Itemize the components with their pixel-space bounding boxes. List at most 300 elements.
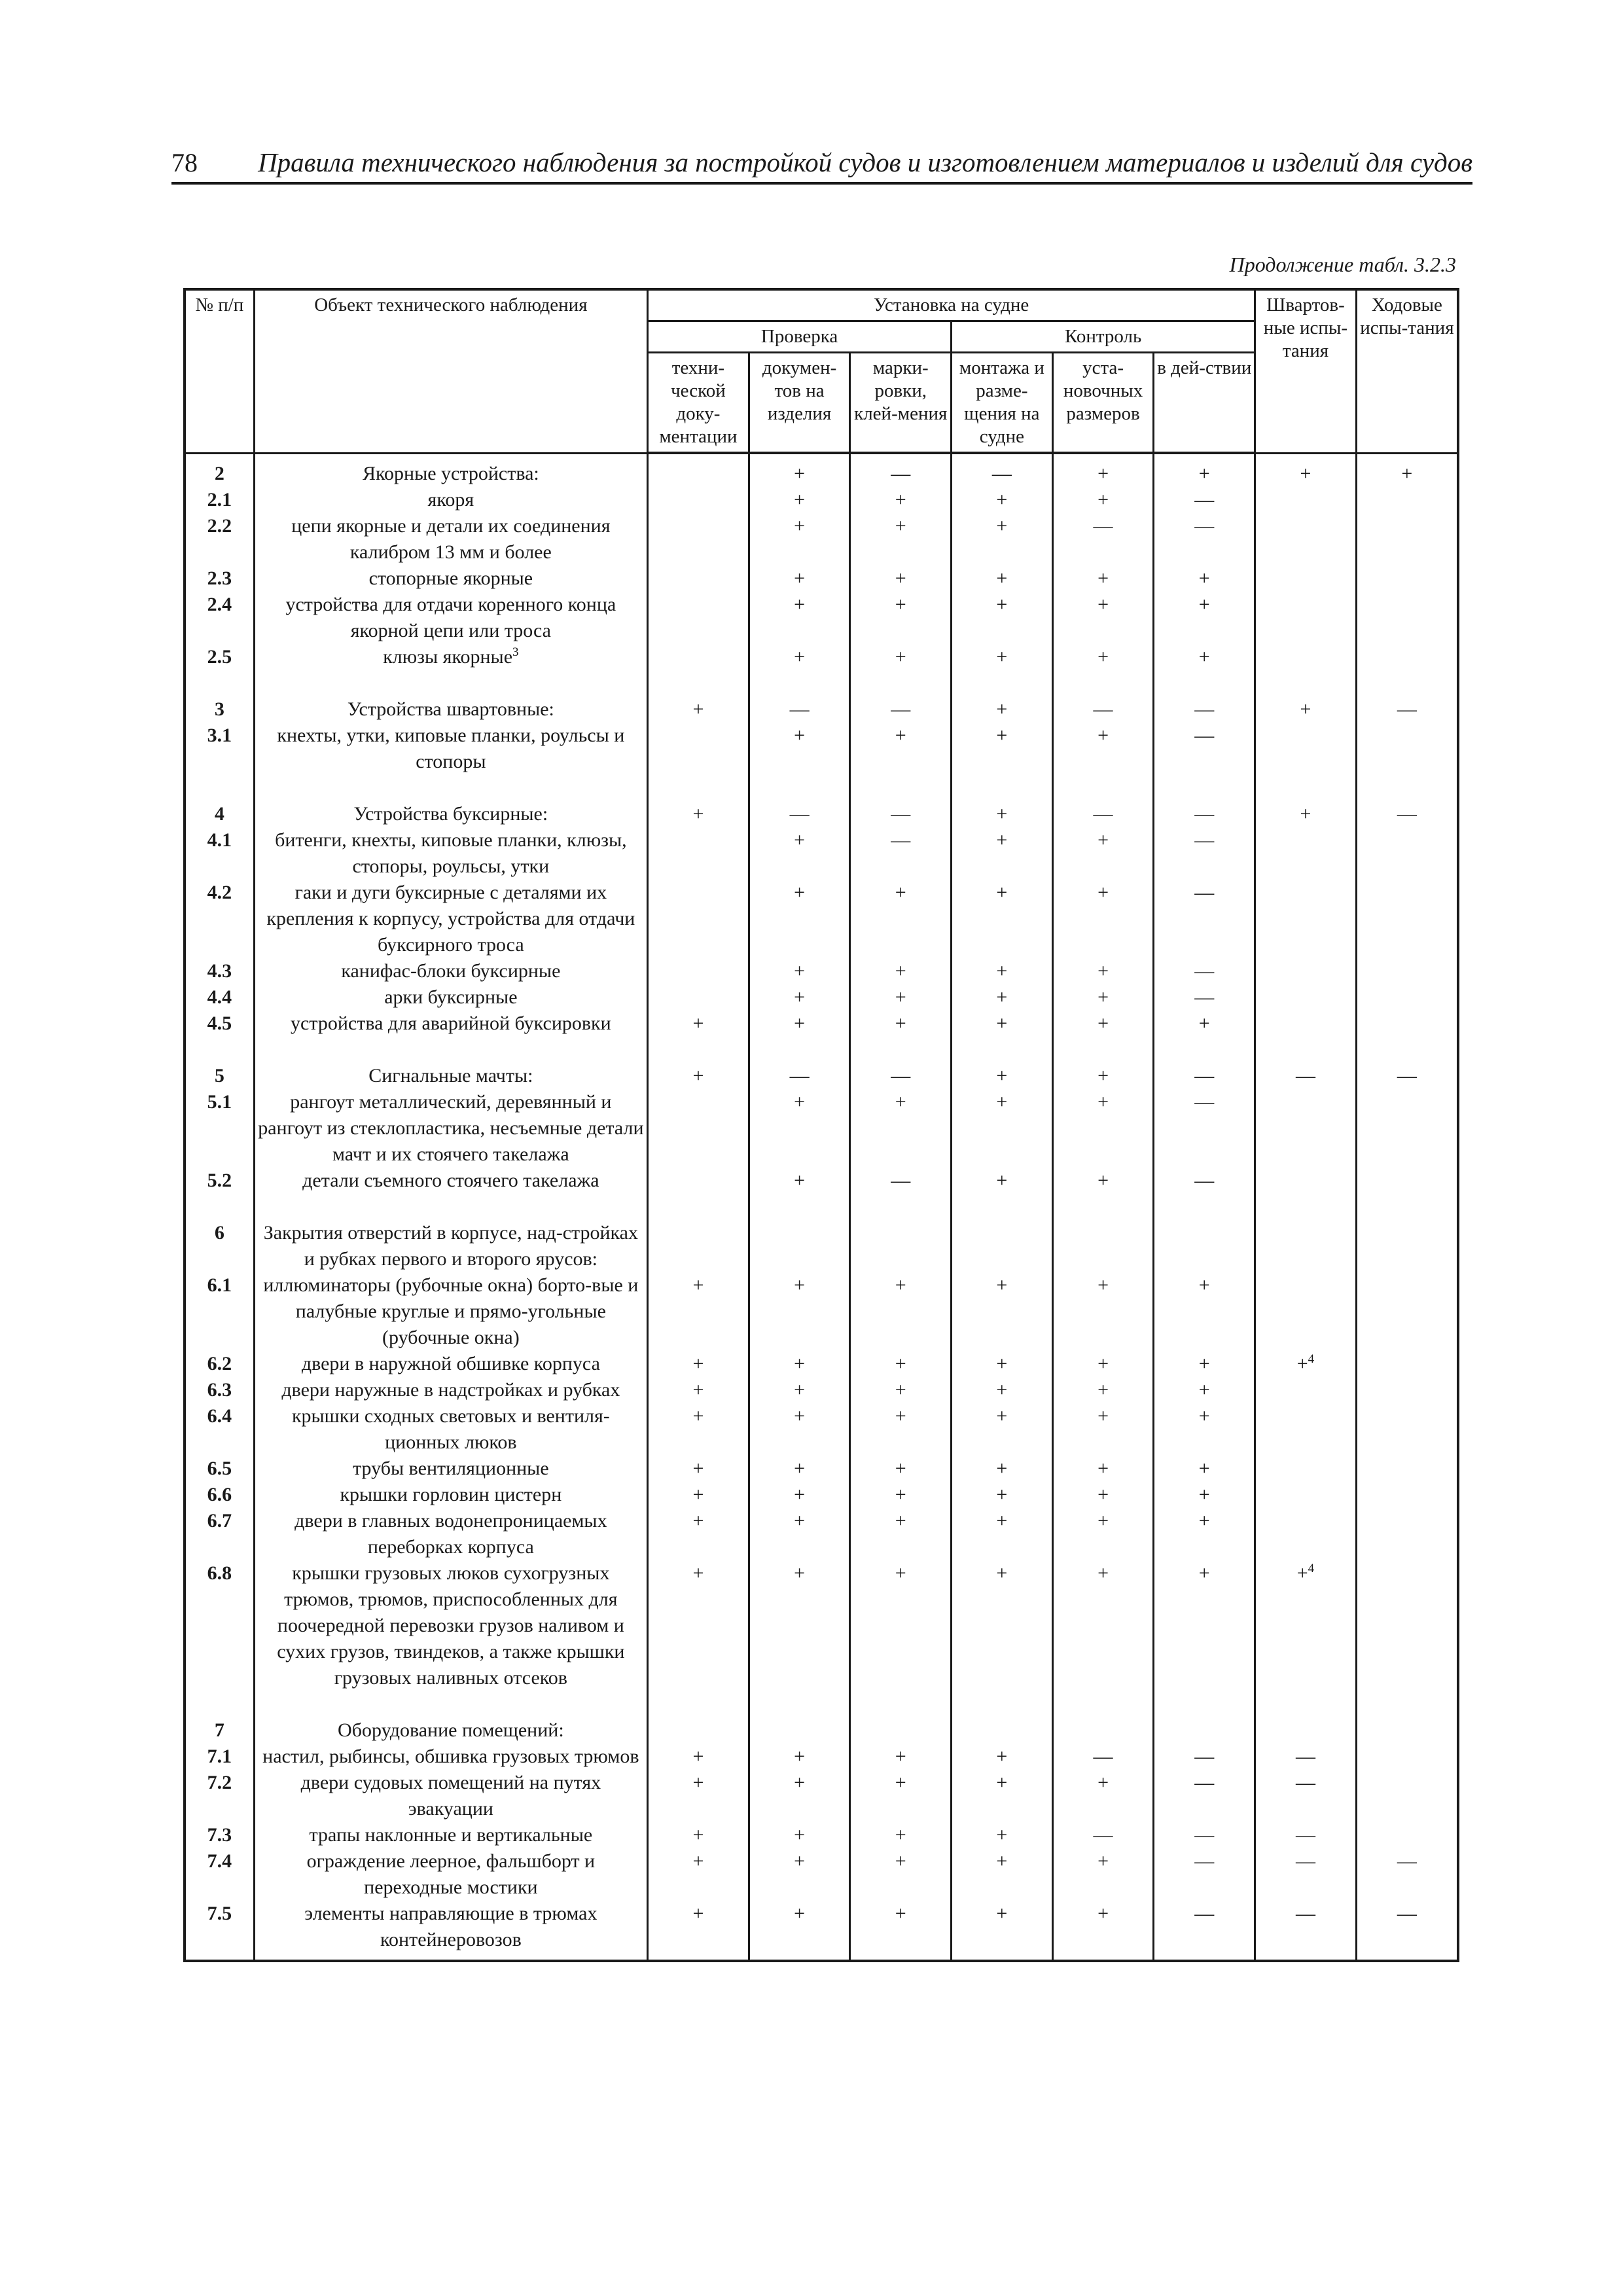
mark-cell [1255,1508,1357,1560]
table-row [185,1560,1458,1691]
mark: — [789,1065,810,1086]
row-object [254,1822,647,1848]
col-header-check: Проверка [648,321,952,353]
row-object [254,984,647,1011]
mark-cell [1356,801,1458,827]
mark-cell [749,1901,850,1961]
mark: + [794,1405,806,1427]
mark: + [1300,803,1311,825]
mark: + [895,1772,906,1793]
spacer-cell [952,670,1053,696]
mark-cell [1154,1168,1255,1194]
spacer-cell [749,1037,850,1063]
mark-cell [850,696,952,723]
mark: + [1198,1379,1210,1401]
mark: + [895,1458,906,1479]
row-object-text: крышки горловин цистерн [340,1484,562,1505]
mark: + [1097,882,1109,903]
mark-cell [1356,1822,1458,1848]
mark-cell [952,1508,1053,1560]
mark-cell [1052,1560,1154,1691]
mark-cell [1255,958,1357,984]
table-row [185,1403,1458,1456]
mark: — [1397,803,1417,825]
mark-cell [749,1168,850,1194]
mark: — [1295,1850,1315,1872]
row-object [254,1272,647,1351]
mark: + [1097,1484,1109,1505]
col-header-object: Объект технического наблюдения [254,289,647,453]
mark: — [1194,1824,1215,1846]
mark-cell [749,1848,850,1901]
row-object-text: детали съемного стоячего такелажа [302,1170,599,1191]
mark: + [996,986,1008,1008]
mark-cell [1154,1220,1255,1272]
mark: + [794,594,806,615]
table-row [185,1770,1458,1822]
mark-cell [952,1168,1053,1194]
mark-cell [1052,453,1154,487]
mark: + [794,1013,806,1034]
mark-cell [952,880,1053,958]
mark: — [1093,515,1113,537]
mark: + [996,1824,1008,1846]
row-number: 5 [185,1063,254,1089]
mark-cell [1255,1770,1357,1822]
mark: + [692,1746,704,1767]
mark-cell [749,592,850,644]
page-header [171,143,1472,185]
mark-cell [648,1011,749,1037]
row-object-text: двери наружные в надстройках и рубках [281,1379,620,1401]
mark: + [1097,725,1109,746]
mark-cell [1052,1089,1154,1168]
mark-cell [648,565,749,592]
spacer-cell [1154,1691,1255,1717]
row-object-text: Закрытия отверстий в корпусе, над-стройках и рубках первого и второго ярусов: [263,1222,638,1270]
mark-cell [850,984,952,1011]
row-object [254,1744,647,1770]
table-row [185,453,1458,487]
mark-cell [1154,723,1255,775]
row-object-text: иллюминаторы (рубочные окна) борто-вые и палубные круглые и прямо-угольные (рубочные окна) [263,1274,639,1348]
mark: — [789,803,810,825]
mark: — [1397,1065,1417,1086]
row-object-text: клюзы якорные [383,646,513,668]
mark-cell [952,1403,1053,1456]
mark: + [996,829,1008,851]
mark-cell [952,1560,1053,1691]
mark-cell [648,592,749,644]
mark: + [692,1772,704,1793]
spacer-cell [1356,1194,1458,1220]
row-number: 7.2 [185,1770,254,1822]
mark-cell [850,1377,952,1403]
mark-cell [1052,801,1154,827]
mark: + [1097,1562,1109,1584]
table-row [185,723,1458,775]
row-object-text: якоря [427,489,474,511]
mark-cell [1356,1770,1458,1822]
mark: + [895,646,906,668]
row-number: 2.2 [185,513,254,565]
table-row [185,565,1458,592]
row-object [254,1901,647,1961]
mark-cell [1154,1351,1255,1377]
row-number: 6.8 [185,1560,254,1691]
mark-cell [1154,880,1255,958]
mark: + [996,1562,1008,1584]
mark-cell [1052,644,1154,670]
mark-cell [1052,592,1154,644]
mark: + [1097,1850,1109,1872]
mark-cell [749,1063,850,1089]
row-object-text: двери судовых помещений на путях эвакуации [300,1772,601,1820]
spacer-cell [1052,670,1154,696]
spacer-cell [648,670,749,696]
row-object-text: элементы направляющие в трюмах контейнеровозов [304,1903,597,1950]
mark: + [996,960,1008,982]
mark: + [692,1562,704,1584]
row-number: 2.5 [185,644,254,670]
mark: + [996,1405,1008,1427]
mark-cell [1052,1168,1154,1194]
spacer-cell [254,1194,647,1220]
mark: — [1295,1772,1315,1793]
row-number: 3.1 [185,723,254,775]
page-number: 78 [171,148,198,177]
mark: + [692,1510,704,1532]
row-number: 6.7 [185,1508,254,1560]
mark-cell [1255,1822,1357,1848]
mark-cell [850,1717,952,1744]
mark-cell [1356,1508,1458,1560]
col-header-product-docs: докумен-тов на изделия [749,353,850,454]
mark: + [794,646,806,668]
spacer-cell [1255,1194,1357,1220]
row-number: 2.3 [185,565,254,592]
mark-cell [648,1089,749,1168]
mark: — [1194,829,1215,851]
mark: + [794,1824,806,1846]
mark-cell [1255,487,1357,513]
row-object [254,1717,647,1744]
mark-cell [1255,1272,1357,1351]
mark-cell [952,1011,1053,1037]
mark: + [1097,986,1109,1008]
row-object-text: канифас-блоки буксирные [341,960,561,982]
row-number: 6.1 [185,1272,254,1351]
spacer-row [185,670,1458,696]
row-number: 6.6 [185,1482,254,1508]
mark-cell [648,1848,749,1901]
footnote-ref: 4 [1308,1562,1315,1575]
mark: — [1194,515,1215,537]
mark-cell [648,1377,749,1403]
spacer-cell [648,775,749,801]
mark: + [895,1274,906,1296]
mark: — [1093,1824,1113,1846]
spacer-cell [1356,670,1458,696]
mark: + [794,1510,806,1532]
mark-cell [850,1063,952,1089]
mark: + [996,1772,1008,1793]
mark: + [1097,1772,1109,1793]
mark: + [1097,1274,1109,1296]
mark-cell [749,1220,850,1272]
mark-cell [1356,696,1458,723]
mark-cell [952,1822,1053,1848]
spacer-cell [254,1691,647,1717]
mark-cell [1052,1403,1154,1456]
row-number: 2.1 [185,487,254,513]
mark-cell [1255,801,1357,827]
mark-cell [1052,1822,1154,1848]
mark-cell [749,487,850,513]
spacer-cell [1255,1037,1357,1063]
row-object [254,958,647,984]
table-row [185,1456,1458,1482]
mark-cell [1356,1848,1458,1901]
mark-cell [1154,592,1255,644]
mark: + [1097,1065,1109,1086]
mark: + [1198,567,1210,589]
mark-cell [1154,487,1255,513]
mark: + [1198,1562,1210,1584]
mark-cell [1154,513,1255,565]
mark-cell [1255,1848,1357,1901]
mark-cell [1356,1403,1458,1456]
mark: — [1397,698,1417,720]
mark-cell [1052,723,1154,775]
mark-cell [749,801,850,827]
table-row [185,958,1458,984]
mark: + [692,698,704,720]
mark-cell [1255,880,1357,958]
mark-cell [850,1089,952,1168]
table-body [185,453,1458,1961]
mark-cell [648,1351,749,1377]
mark: + [794,960,806,982]
mark-cell [850,1011,952,1037]
table-row [185,592,1458,644]
spacer-cell [850,1037,952,1063]
col-header-marking: марки-ровки, клей-мения [850,353,952,454]
row-number: 7 [185,1717,254,1744]
spacer-cell [850,1194,952,1220]
mark: + [692,1013,704,1034]
mark-cell [1356,1089,1458,1168]
mark: — [991,463,1012,484]
mark-cell [1255,827,1357,880]
mark-cell [1052,1770,1154,1822]
row-number: 3 [185,696,254,723]
row-object [254,880,647,958]
table-row [185,801,1458,827]
row-number: 4.2 [185,880,254,958]
spacer-cell [1356,1037,1458,1063]
row-number: 7.4 [185,1848,254,1901]
mark-cell [648,1220,749,1272]
mark-cell [1052,1848,1154,1901]
mark: + [895,1903,906,1924]
mark: + [996,646,1008,668]
mark: + [895,1405,906,1427]
mark-cell [952,1351,1053,1377]
table-row [185,1220,1458,1272]
mark-cell [1052,1220,1154,1272]
mark-cell [850,1901,952,1961]
row-number: 4 [185,801,254,827]
table-row [185,513,1458,565]
mark: + [1198,1274,1210,1296]
mark-cell [1154,644,1255,670]
mark: + [996,1379,1008,1401]
row-number: 7.3 [185,1822,254,1848]
mark-cell [850,880,952,958]
row-number: 6.4 [185,1403,254,1456]
mark: + [895,1746,906,1767]
mark-cell [1255,1717,1357,1744]
table-row [185,1744,1458,1770]
row-number: 4.4 [185,984,254,1011]
row-object-text: битенги, кнехты, киповые планки, клюзы, стопоры, роульсы, утки [275,829,627,877]
mark: — [1194,725,1215,746]
mark-cell [1356,1456,1458,1482]
mark: — [1295,1065,1315,1086]
mark: — [1397,1903,1417,1924]
row-number: 4.1 [185,827,254,880]
table-row [185,880,1458,958]
row-object [254,513,647,565]
mark-cell [1255,592,1357,644]
mark-cell [1052,827,1154,880]
mark-cell [1356,1272,1458,1351]
mark: + [1198,646,1210,668]
row-object [254,1508,647,1560]
mark-cell [749,1744,850,1770]
spacer-cell [254,1037,647,1063]
mark-cell [749,1822,850,1848]
mark: + [794,986,806,1008]
mark: + [996,515,1008,537]
spacer-cell [749,1691,850,1717]
spacer-cell [1356,775,1458,801]
spacer-cell [254,775,647,801]
mark-cell [1356,565,1458,592]
mark-cell [1356,984,1458,1011]
mark: + [692,1484,704,1505]
mark: + [1300,462,1311,484]
mark-cell [1356,453,1458,487]
mark-cell [1255,1220,1357,1272]
spacer-cell [749,775,850,801]
mark: + [692,1458,704,1479]
header-row-1 [185,289,1458,321]
mark-cell [648,453,749,487]
mark-cell [1356,644,1458,670]
mark: + [1097,489,1109,511]
spacer-cell [952,1194,1053,1220]
mark: + [895,489,906,511]
mark: + [794,1274,806,1296]
mark-cell [850,1770,952,1822]
row-object [254,565,647,592]
mark-cell [749,1089,850,1168]
mark: + [794,1903,806,1924]
mark-cell [749,1717,850,1744]
mark-cell [1052,1011,1154,1037]
spacer-cell [952,775,1053,801]
mark-cell [648,1403,749,1456]
mark-cell [850,1351,952,1377]
mark: — [1093,698,1113,720]
mark-cell [1356,880,1458,958]
mark-cell [952,1272,1053,1351]
mark-cell [1255,1744,1357,1770]
mark-cell [850,1848,952,1901]
spacer-cell [648,1691,749,1717]
row-object-text: кнехты, утки, киповые планки, роульсы и стопоры [277,725,625,772]
table-row [185,1168,1458,1194]
spacer-cell [1052,775,1154,801]
mark-cell [1154,1508,1255,1560]
mark-cell [850,592,952,644]
row-object-text: гаки и дуги буксирные с деталями их крепления к корпусу, устройства для отдачи буксирного троса [266,882,635,956]
mark-cell [1255,696,1357,723]
row-number: 6.3 [185,1377,254,1403]
mark-cell [1356,1901,1458,1961]
mark-cell [749,1770,850,1822]
spacer-cell [185,775,254,801]
mark-cell [1052,880,1154,958]
mark-cell [1255,1168,1357,1194]
mark-cell [952,453,1053,487]
mark: + [895,515,906,537]
mark: — [789,698,810,720]
mark: — [1194,1746,1215,1767]
mark: — [1194,1903,1215,1924]
table-row [185,1482,1458,1508]
row-object [254,1456,647,1482]
mark-cell [1356,513,1458,565]
mark: + [794,1484,806,1505]
row-object [254,1351,647,1377]
col-header-installation-placement: монтажа и разме-щения на судне [952,353,1053,454]
mark-cell [1255,1063,1357,1089]
mark: + [996,698,1008,720]
spacer-cell [1154,775,1255,801]
row-object-text: Устройства буксирные: [353,803,548,825]
mark: + [794,829,806,851]
mark-cell [1255,1089,1357,1168]
mark-cell [648,958,749,984]
mark-cell [1154,1063,1255,1089]
spacer-row [185,1037,1458,1063]
mark-cell [1052,1744,1154,1770]
mark-cell [749,1272,850,1351]
mark: + [794,1091,806,1113]
spacer-cell [185,1037,254,1063]
spacer-cell [850,775,952,801]
mark-cell [749,723,850,775]
mark-cell [1052,1351,1154,1377]
mark: + [1296,1353,1308,1374]
mark-cell [1255,1377,1357,1403]
mark-cell [1255,1456,1357,1482]
mark-cell [648,644,749,670]
mark-cell [850,1508,952,1560]
